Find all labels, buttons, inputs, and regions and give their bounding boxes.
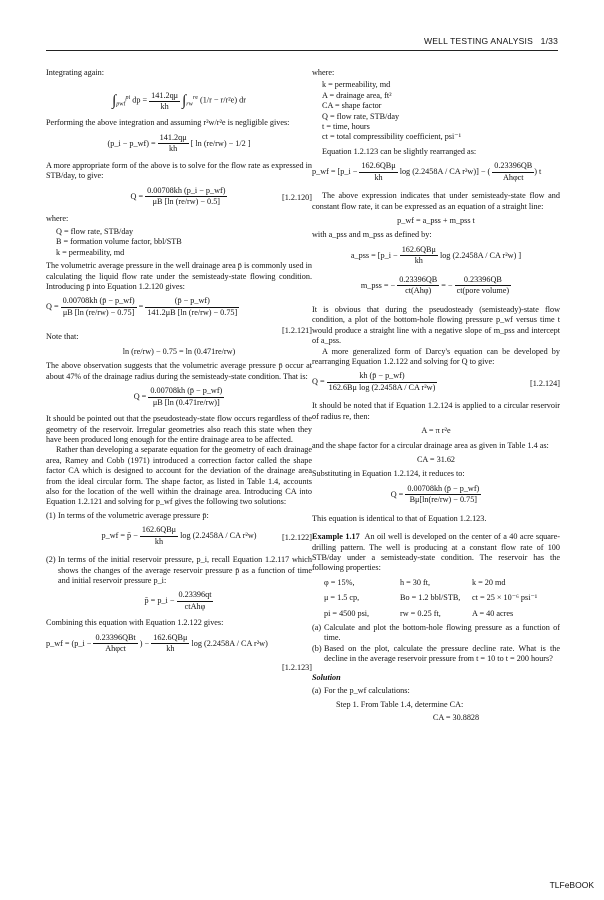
r-eq1-lhs: p_wf = [p_i − (312, 167, 358, 177)
definition-item: k = permeability, md (322, 80, 391, 90)
paragraph-47-percent: The above observation suggests that the volumetric average pressure p̄ occur at about 47% of the drainage radius during the semisteady-state condition. That is: (46, 361, 312, 381)
paragraph-shape-factor-circular: and the shape factor for a circular drainage area as given in Table 1.4 as: (312, 440, 549, 450)
paragraph-apss-mpss: with a_pss and m_pss as defined by: (312, 230, 432, 240)
equation-1-2-122 (46, 525, 312, 551)
equation-ca-value: CA = 31.62 (416, 454, 456, 464)
example-text: An oil well is developed on the center of a 40 acre square-drilling pattern. The well is producing at a constant flow rate of 100 STB/day under a semisteady-state condition. The reservoir has the following properties: (312, 532, 560, 573)
coef-den: kh (160, 101, 169, 111)
paragraph-substituting: Substituting in Equation 1.2.124, it reduces to: (312, 469, 465, 479)
equation-apss (312, 245, 560, 271)
paragraph-straight-line: The above expression indicates that under semisteady-state flow and constant flow rate, it can be expressed as an equation of a straight line: (312, 191, 560, 211)
r-eq3-log: log (2.2458A / CA r²w) ] (439, 250, 522, 260)
solution-text: For the p_wf calculations: (324, 686, 410, 696)
definitions-list-2 (322, 80, 560, 142)
eq4-den1: μB [ln (re/rw) − 0.75] (62, 307, 135, 317)
r-eq4-den1: ct(Ahφ) (405, 286, 432, 296)
property: pi = 4500 psi, (324, 608, 370, 618)
r-eq1-frac2 (492, 161, 534, 183)
property: h = 30 ft, (400, 577, 431, 587)
eq9-lhs: p_wf = (p_i − (46, 638, 92, 648)
int-upper-sub: i (128, 95, 131, 102)
r-eq8-lhs: Q = (390, 489, 404, 499)
definition-item: ct = total compressibility coefficient, psi⁻¹ (322, 132, 462, 142)
solution-list-2 (46, 555, 312, 586)
eq7-frac (140, 525, 178, 547)
eq7-num: 162.6QBμ (140, 525, 178, 536)
r-eq1-log: log (2.2458A / CA r²w) (399, 167, 477, 177)
eq6-num: 0.00708kh (p̄ − p_wf) (148, 386, 224, 397)
eq4-den2: 141.2μB [ln (re/rw) − 0.75] (147, 307, 238, 317)
paragraph-pseudosteady: It should be pointed out that the pseudosteady-state flow occurs regardless of the geometry of the reservoir. Irregular geometries also reach this state when they have been produced long enough for the entire drainage area to be affected. (46, 414, 312, 444)
r-eq4-mid: = − (441, 280, 453, 290)
eq2-frac (158, 133, 189, 155)
property: k = 20 md (472, 577, 506, 587)
eq-tag-121: [1.2.121] (281, 326, 312, 336)
paragraph-combining: Combining this equation with Equation 1.2.122 gives: (46, 618, 224, 628)
r-lower-sub: w (188, 101, 193, 108)
r-eq3-den: kh (414, 256, 423, 266)
r-upper: r (192, 95, 196, 102)
int-lower-sub: wf (119, 101, 126, 108)
eq2-den: kh (169, 144, 178, 154)
coef-num: 141.2qμ (151, 90, 179, 100)
page-number: 1/33 (540, 36, 558, 46)
eq9-frac1 (93, 633, 137, 655)
eq9-num1: 0.23396QBt (93, 633, 137, 644)
r-eq5-frac (327, 371, 438, 393)
paragraph-average-pressure: The volumetric average pressure in the well drainage area p̄ is commonly used in calculating the liquid flow rate under the semisteady-state flowing condition. Introducing p̄ into Equation 1.2.120 gives: (46, 261, 312, 292)
definition-item: k = permeability, md (56, 247, 125, 257)
list-item-2 (46, 555, 312, 586)
eq4-num1: 0.00708kh (p̄ − p_wf) (61, 296, 137, 307)
r-eq5-lhs: Q = (312, 377, 325, 387)
paragraph-rearranged: Equation 1.2.123 can be slightly rearranged as: (322, 146, 477, 156)
equation-log-identity: ln (re/rw) − 0.75 = ln (0.471re/rw) (122, 346, 236, 356)
eq4-frac2 (145, 296, 239, 318)
list-label: (1) (46, 510, 56, 520)
r-eq4-num2: 0.23396QB (455, 275, 512, 286)
equation-pressure-drop (46, 133, 312, 157)
question-text: Calculate and plot the bottom-hole flowing pressure as a function of time. (324, 623, 560, 643)
definition-item: CA = shape factor (322, 101, 382, 111)
equation-avg-pressure-time (46, 590, 312, 614)
eq9-num2: 162.6QBμ (151, 633, 189, 644)
r-eq8-frac (405, 484, 481, 506)
list-item-1 (46, 511, 312, 521)
list-text: In terms of the initial reservoir pressure, p_i, recall Equation 1.2.117 which shows the changes of the average reservoir pressure p̄ as a function of time and initial reservoir pressure p_i: (58, 555, 312, 585)
equation-straight-line: p_wf = a_pss + m_pss t (397, 216, 475, 226)
r-lower: r (186, 101, 189, 108)
eq-tag-123: [1.2.123] (281, 662, 312, 672)
example-paragraph (312, 532, 560, 574)
r-eq3-num: 162.6QBμ (400, 245, 438, 256)
question-label: (b) (312, 643, 322, 653)
eq7-lhs: p_wf = p̄ − (101, 530, 138, 540)
equation-1-2-121: Q = $\frac{0.00708kh (p̄ - p\_wf)}{\mu B [\ln (re/rw) - 0.75]}$ = $\frac{(p̄ - p\_wf)}{141.2\mu B [\ln (re/rw) - 0.75]}$ [1.2.121] (46, 296, 312, 336)
property: ct = 25 × 10⁻⁶ psi⁻¹ (472, 593, 538, 603)
r-eq3-frac (400, 245, 438, 267)
eq9-den2: kh (166, 644, 175, 654)
property: μ = 1.5 cp, (324, 593, 360, 603)
r-eq1-tail: ) t (534, 167, 542, 177)
eq4-frac1 (61, 296, 137, 318)
eq3-lhs: Q = (130, 191, 144, 201)
definition-item: B = formation volume factor, bbl/STB (56, 237, 182, 247)
int-lower: p (116, 101, 120, 108)
list-text: In terms of the volumetric average pressure p̄: (58, 510, 209, 520)
r-eq1-frac1 (359, 161, 397, 183)
definition-item: Q = flow rate, STB/day (322, 111, 400, 121)
question-b (312, 644, 560, 665)
r-eq4-num1: 0.23396QB (397, 275, 439, 286)
paragraph-circular-reservoir: It should be noted that if Equation 1.2.124 is applied to a circular reservoir of radius re, then: (312, 401, 560, 421)
eq6-frac (148, 386, 224, 408)
int-rest: dr (239, 96, 246, 106)
solution-label: (a) (312, 686, 322, 696)
eq7-log: log (2.2458A / CA r²w) (180, 530, 257, 540)
definitions-list-1 (56, 227, 312, 258)
header-title: WELL TESTING ANALYSIS (424, 36, 533, 46)
solution-title: Solution (312, 672, 341, 682)
r-eq4-frac1 (397, 275, 439, 297)
r-eq1-mid: ] − ( (476, 167, 491, 177)
int-upper: p (125, 95, 129, 102)
eq4-lhs: Q = (46, 302, 59, 312)
step-1: Step 1. From Table 1.4, determine CA: (336, 700, 464, 710)
question-label: (a) (312, 623, 322, 632)
r-eq1-num1: 162.6QBμ (359, 161, 397, 172)
r-eq5-den: 162.6Bμ log (2.2458A / CA r²w) (328, 382, 436, 392)
r-eq4-lhs: m_pss = − (360, 280, 396, 290)
r-eq3-lhs: a_pss = [p_i − (350, 250, 398, 260)
eq3-num: 0.00708kh (p_i − p_wf) (145, 186, 227, 197)
property: A = 40 acres (472, 608, 514, 618)
paragraph-integration: Performing the above integration and assuming r²w/r²e is negligible gives: (46, 118, 290, 128)
note-label: Note that: (46, 332, 79, 342)
property: φ = 15%, (324, 577, 355, 587)
running-head (424, 36, 558, 46)
list-label: (2) (46, 555, 56, 565)
eq-tag-120: [1.2.120] (281, 192, 312, 202)
r-eq5-num: kh (p̄ − p_wf) (327, 371, 438, 382)
example-title: Example 1.17 (312, 532, 360, 542)
questions-list (312, 623, 560, 665)
eq9-den1: Ahφct (105, 644, 126, 654)
definition-item: t = time, hours (322, 122, 370, 132)
eq3-den: μB [ln (re/rw) − 0.5] (152, 197, 221, 207)
solution-list (46, 511, 312, 521)
paragraph-shape-factor: Rather than developing a separate equation for the geometry of each drainage area, Ramey and Cobb (1971) introduced a correction factor called the shape factor CA which is designed to account for the deviation of the drainage area from the ideal circular form. The shape factor, as listed in Table 1.4, accounts also for the location of the well within the drainage area. Introducing CA into Equation 1.2.121 and solving for p_wf gives the following two solutions: (46, 445, 312, 507)
eq8-num: 0.23396qt (177, 590, 214, 601)
r-eq1-den2: Ahφct (502, 172, 524, 182)
eq9-mid: ) − (139, 638, 150, 648)
eq3-frac (145, 186, 227, 208)
left-column (46, 68, 312, 673)
r-eq4-den2: ct(pore volume) (456, 286, 510, 296)
eq2-num: 141.2qμ (158, 133, 189, 144)
eq2-rest: [ ln (re/rw) − 1/2 ] (190, 138, 251, 148)
r-upper-sub: e (195, 95, 198, 102)
properties-grid (324, 578, 560, 619)
property: Bo = 1.2 bbl/STB, (400, 593, 461, 603)
r-eq1-den1: kh (374, 172, 383, 182)
paragraph-pseudosteady-plot: It is obvious that during the pseudosteady (semisteady)-state flow condition, a plot of the bottom-hole flowing pressure p_wf versus time t would produce a straight line with a negative slope of m_pss and intercept of a_pss. (312, 304, 560, 346)
r-eq8-num: 0.00708kh (p̄ − p_wf) (405, 484, 481, 495)
equation-double-integral: $\int_{pwf}^{pi}$ dp = $\frac{141.2q\mu}{kh}$ $\int_{rw}^{re}$ (1/r − r/r²e) dr (112, 90, 246, 111)
eq-tag-124: [1.2.124] (529, 379, 560, 389)
definition-item: A = drainage area, ft² (322, 90, 392, 100)
eq7-den: kh (154, 536, 164, 546)
r-eq1-num2: 0.23396QB (492, 161, 534, 172)
eq9-log: log (2.2458A / CA r²w) (191, 638, 268, 648)
eq2-lhs: (p_i − p_wf) = (107, 138, 156, 148)
footer-watermark: TLFeBOOK (549, 880, 594, 890)
equation-1-2-120 (46, 186, 312, 210)
intro-text: Integrating again: (46, 68, 104, 77)
definition-item: Q = flow rate, STB/day (56, 227, 134, 237)
step-1-equation: CA = 30.8828 (432, 712, 480, 722)
equation-rearranged (312, 161, 560, 187)
coef-frac (149, 91, 180, 112)
paragraph-identical: This equation is identical to that of Equation 1.2.123. (312, 513, 487, 523)
question-a (312, 623, 560, 644)
equation-1-2-123 (46, 633, 312, 659)
eq8-lhs: p̄ = p_i − (144, 596, 175, 606)
paragraph-flow-rate: A more appropriate form of the above is to solve for the flow rate as expressed in STB/day, to give: (46, 160, 313, 181)
where-label-right: where: (312, 68, 335, 77)
r-eq4-frac2 (455, 275, 512, 297)
equation-1-2-124 (312, 371, 560, 397)
right-column (312, 68, 560, 727)
equation-mpss (312, 275, 560, 301)
eq8-frac (177, 590, 214, 612)
question-text: Based on the plot, calculate the pressure decline rate. What is the decline in the average reservoir pressure from t = 10 to t = 200 hours? (324, 643, 560, 664)
equation-q-circular (312, 484, 560, 510)
eq6-lhs: Q = (133, 391, 147, 401)
where-label: where: (46, 213, 69, 223)
paragraph-generalized-darcy: A more generalized form of Darcy's equation can be developed by rearranging Equation 1.2.122 and solving for Q to give: (312, 346, 560, 366)
r-eq8-den: Bμ[ln(re/rw) − 0.75] (409, 495, 478, 505)
integrand: dp (132, 96, 141, 106)
eq4-num2: (p̄ − p_wf) (145, 296, 239, 307)
equation-circle-area: A = π r²e (421, 426, 451, 436)
eq6-den: μB [ln (0.471re/rw)] (152, 397, 220, 407)
eq8-den: ctAhφ (184, 601, 206, 611)
solution-steps (312, 686, 560, 696)
eq-tag-122: [1.2.122] (281, 532, 312, 542)
property: rw = 0.25 ft, (400, 608, 441, 618)
eq9-frac2 (151, 633, 189, 655)
page-header (46, 36, 558, 51)
solution-a (312, 686, 560, 696)
equation-q-0471 (46, 386, 312, 410)
